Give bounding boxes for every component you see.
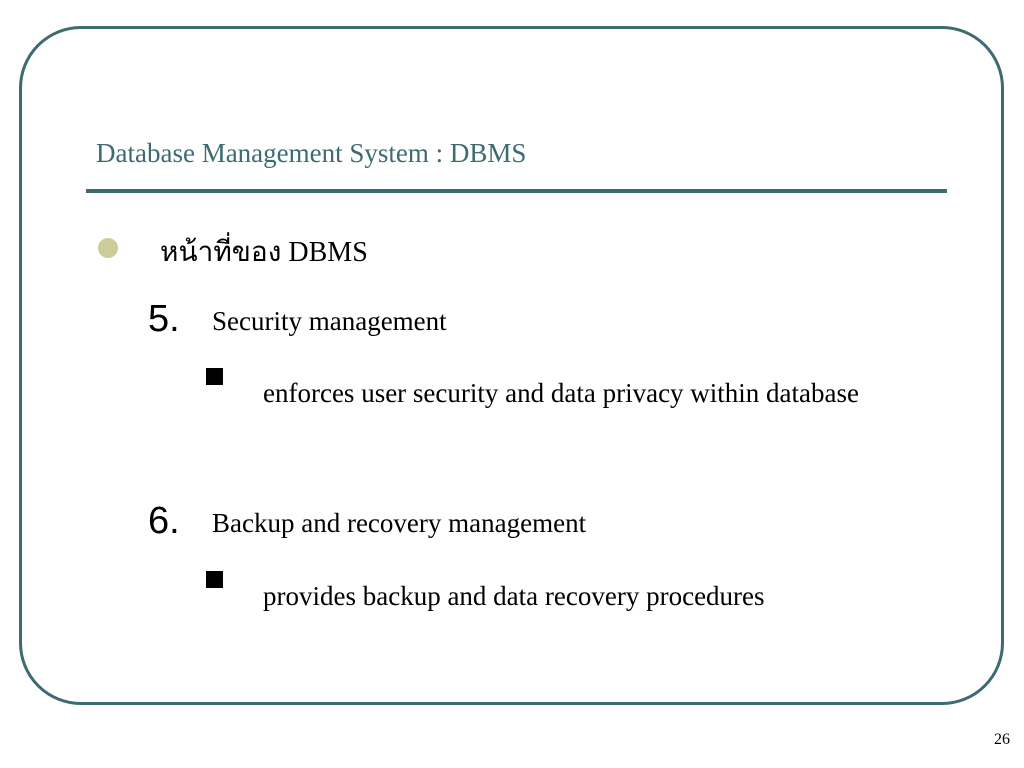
item-description-backup: provides backup and data recovery procedures xyxy=(263,581,765,611)
page-number: 26 xyxy=(994,731,1010,748)
item-label-security: Security management xyxy=(212,306,447,336)
square-bullet-icon xyxy=(206,368,223,385)
slide-title: Database Management System : DBMS xyxy=(96,138,527,168)
item-description-security: enforces user security and data privacy within database xyxy=(263,378,860,408)
title-divider xyxy=(86,189,947,193)
item-label-backup: Backup and recovery management xyxy=(212,508,587,538)
bullet-heading: หน้าที่ของ DBMS xyxy=(160,237,368,268)
item-number-6: 6. xyxy=(148,500,180,542)
item-number-5: 5. xyxy=(148,298,180,340)
square-bullet-icon xyxy=(206,571,223,588)
bullet-dot-icon xyxy=(98,238,118,258)
